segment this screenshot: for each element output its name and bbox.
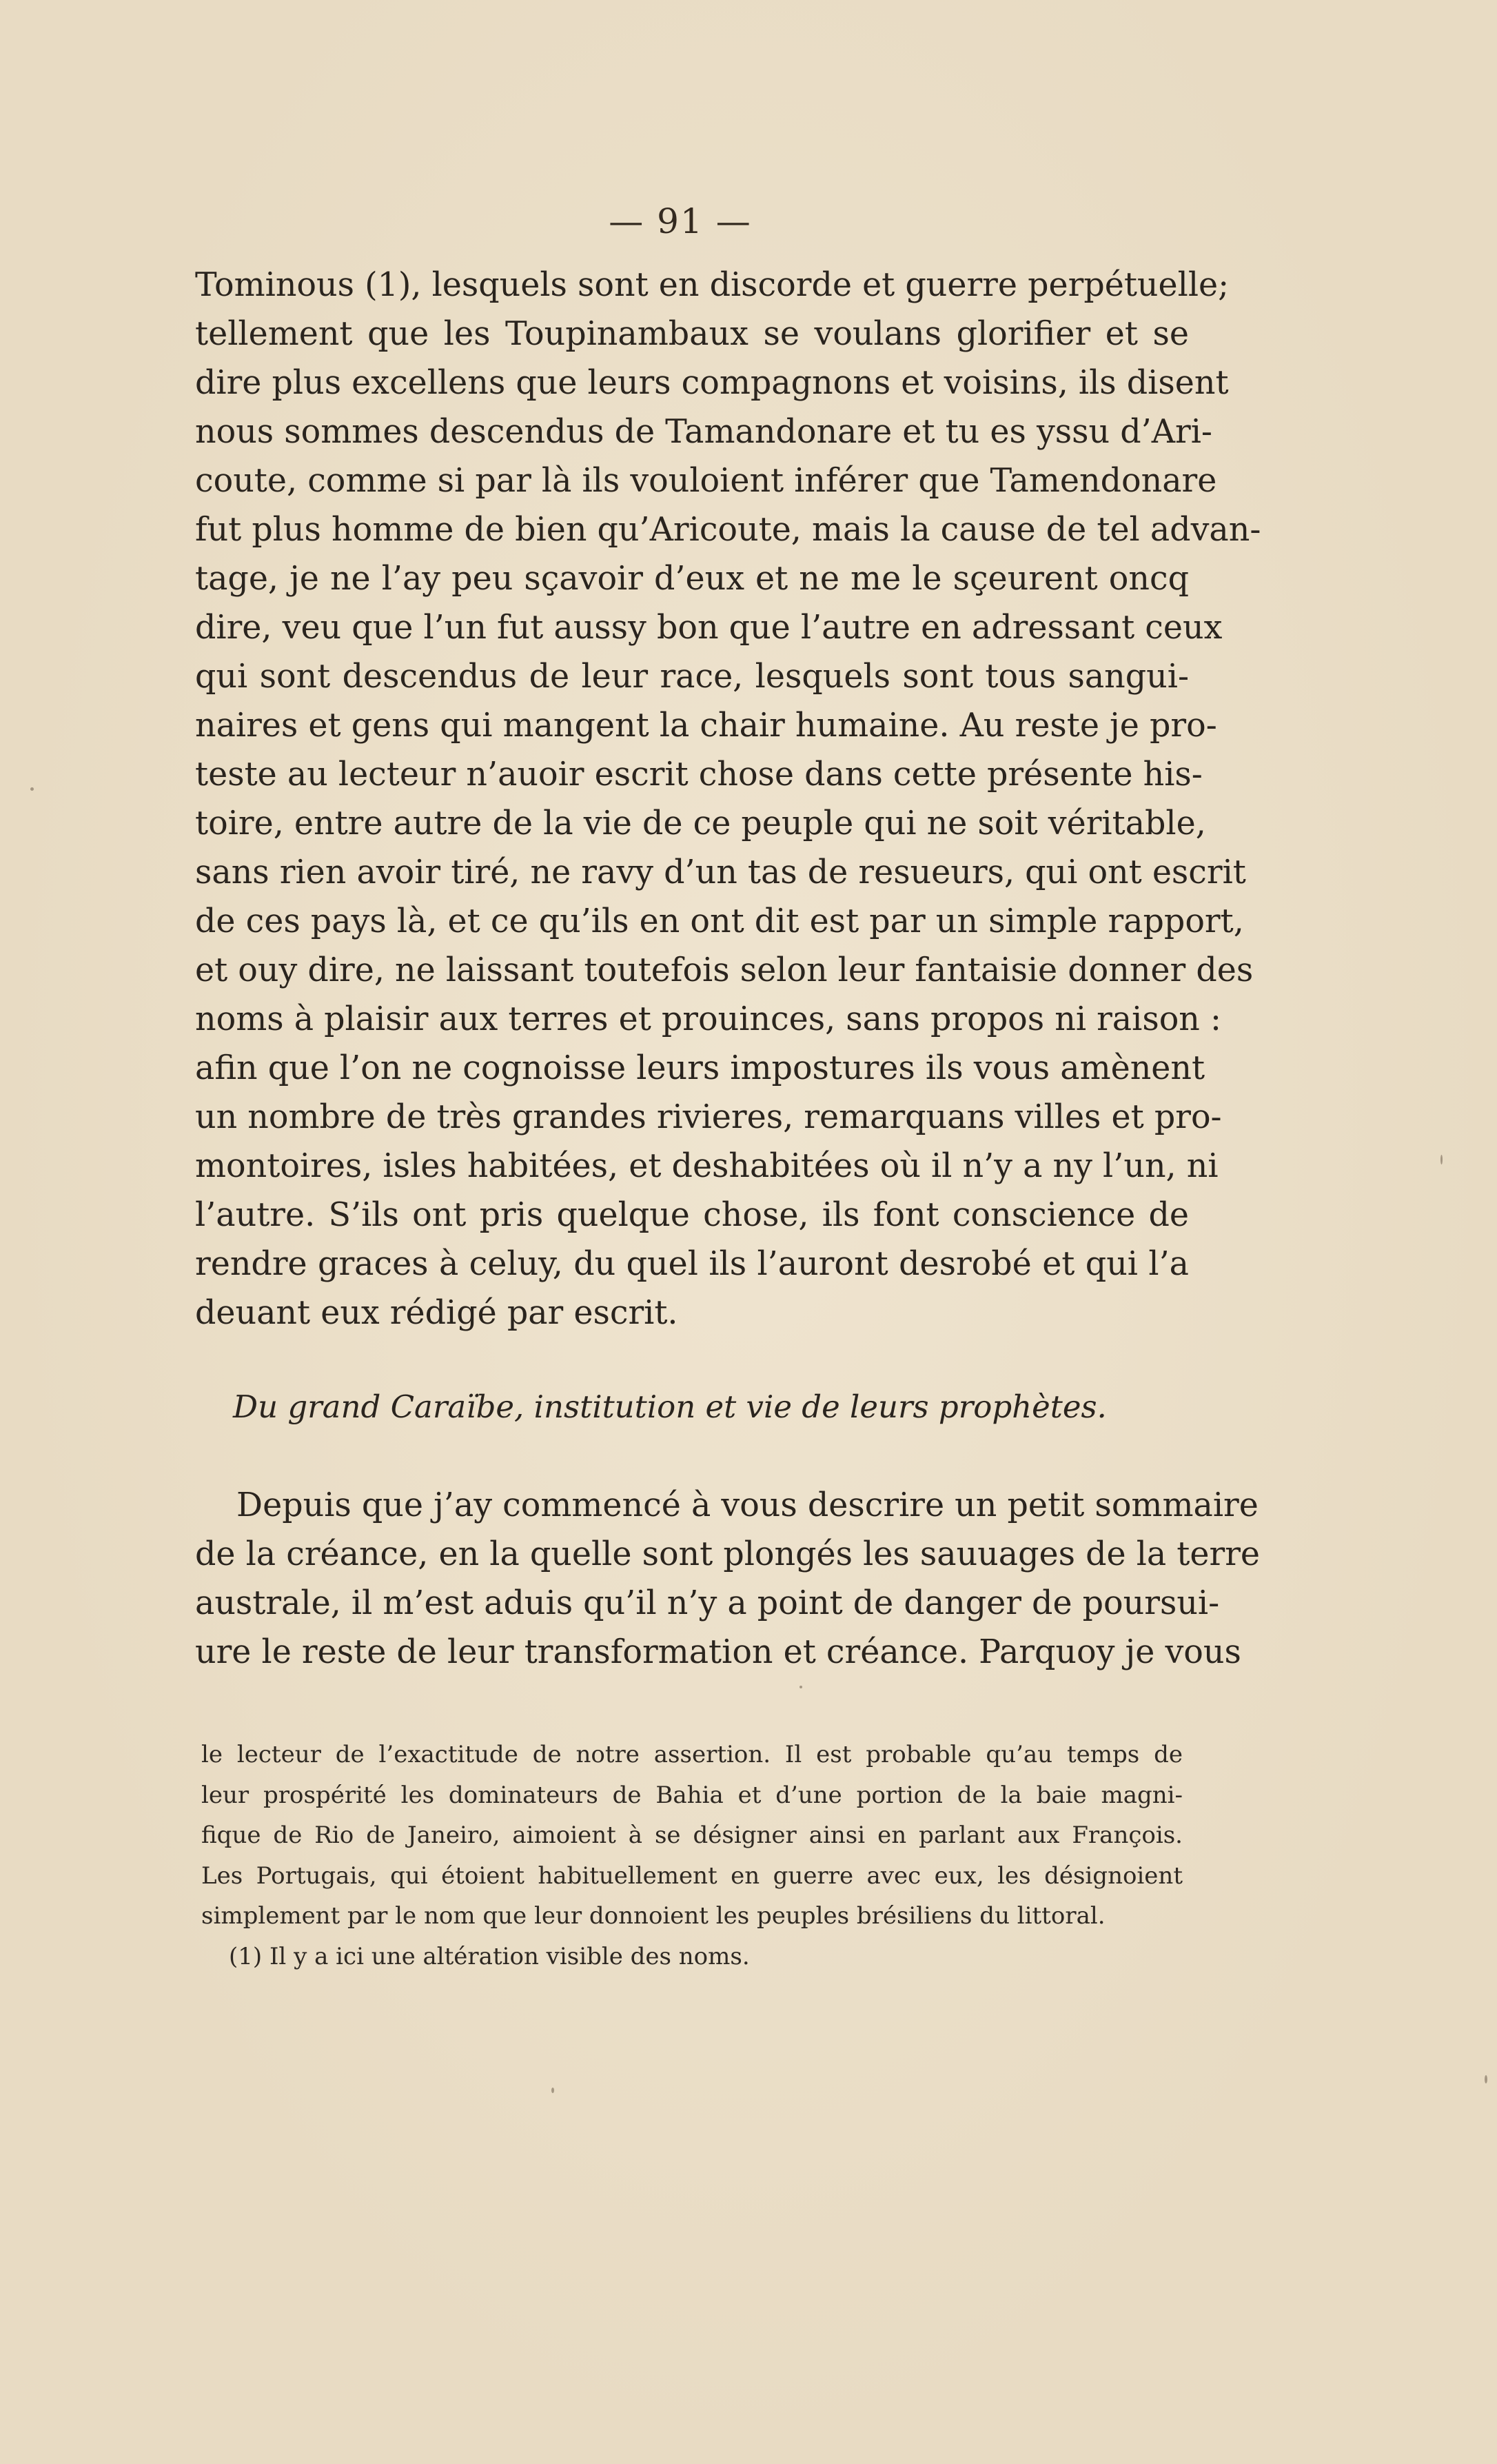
text-line: Tominous (1), lesquels sont en discorde et guerre perpétuelle; [195, 266, 1230, 304]
text-line: Depuis que j’ay commencé à vous descrire un petit sommaire [236, 1486, 1259, 1524]
paper-speck [551, 2088, 554, 2093]
text-line: ure le reste de leur transformation et créance. Parquoy je vous [195, 1633, 1241, 1671]
paper-speck [800, 1686, 802, 1688]
text-line: un nombre de très grandes rivieres, remarquans villes et pro- [195, 1098, 1222, 1136]
text-line: et ouy dire, ne laissant toutefois selon leur fantaisie donner des [195, 951, 1254, 989]
text-line: de la créance, en la quelle sont plongés les sauuages de la terre [195, 1535, 1261, 1573]
text-line: dire, veu que l’un fut aussy bon que l’autre en adressant ceux [195, 609, 1223, 647]
text-line: naires et gens qui mangent la chair humaine. Au reste je pro- [195, 707, 1217, 745]
text-line: coute, comme si par là ils vouloient inférer que Tamendonare [195, 462, 1217, 500]
text-line: dire plus excellens que leurs compagnons et voisins, ils disent [195, 364, 1229, 402]
second-paragraph [195, 1481, 1261, 1677]
text-line: l’autre. S’ils ont pris quelque chose, ils font conscience de [195, 1196, 1189, 1234]
text-line: montoires, isles habitées, et deshabitées où il n’y a ny l’un, ni [195, 1147, 1219, 1185]
text-line: de ces pays là, et ce qu’ils en ont dit est par un simple rapport, [195, 902, 1244, 940]
text-line: sans rien avoir tiré, ne ravy d’un tas de resueurs, qui ont escrit [195, 854, 1246, 891]
text-line: nous sommes descendus de Tamandonare et tu es yssu d’Ari- [195, 413, 1212, 451]
footnote-1: (1) Il y a ici une altération visible des noms. [229, 1942, 750, 1970]
footnote-line: simplement par le nom que leur donnoient les peuples brésiliens du littoral. [201, 1902, 1106, 1930]
text-line: tage, je ne l’ay peu sçavoir d’eux et ne me le sçeurent oncq [195, 560, 1189, 598]
paper-speck [1485, 2075, 1487, 2083]
text-line: afin que l’on ne cognoisse leurs impostures ils vous amènent [195, 1049, 1205, 1087]
text-line: australe, il m’est aduis qu’il n’y a point de danger de poursui- [195, 1584, 1220, 1622]
footnote-line: le lecteur de l’exactitude de notre assertion. Il est probable qu’au temps de [201, 1741, 1183, 1768]
footnote-line: fique de Rio de Janeiro, aimoient à se désigner ainsi en parlant aux François. [201, 1821, 1183, 1849]
footnote-line: Les Portugais, qui étoient habituellement en guerre avec eux, les désignoient [201, 1861, 1183, 1890]
text-line: noms à plaisir aux terres et prouinces, sans propos ni raison : [195, 1000, 1221, 1038]
text-line: tellement que les Toupinambaux se voulans glorifier et se [195, 315, 1189, 353]
text-line: fut plus homme de bien qu’Aricoute, mais la cause de tel advan- [195, 511, 1261, 549]
page-number: — 91 — [609, 201, 752, 241]
footnote-line: leur prospérité les dominateurs de Bahia et d’une portion de la baie magni- [201, 1781, 1183, 1809]
text-line: deuant eux rédigé par escrit. [195, 1294, 678, 1332]
text-line: teste au lecteur n’auoir escrit chose dans cette présente his- [195, 756, 1203, 794]
paper-speck [1440, 1155, 1443, 1164]
footnotes [201, 1735, 1183, 1977]
paper-speck [30, 787, 34, 791]
text-line: qui sont descendus de leur race, lesquels sont tous sangui- [195, 658, 1189, 696]
text-line: toire, entre autre de la vie de ce peuple qui ne soit véritable, [195, 805, 1206, 842]
main-paragraph [195, 261, 1261, 1337]
section-heading: Du grand Caraïbe, institution et vie de leurs prophètes. [233, 1388, 1107, 1425]
text-line: rendre graces à celuy, du quel ils l’auront desrobé et qui l’a [195, 1245, 1189, 1283]
